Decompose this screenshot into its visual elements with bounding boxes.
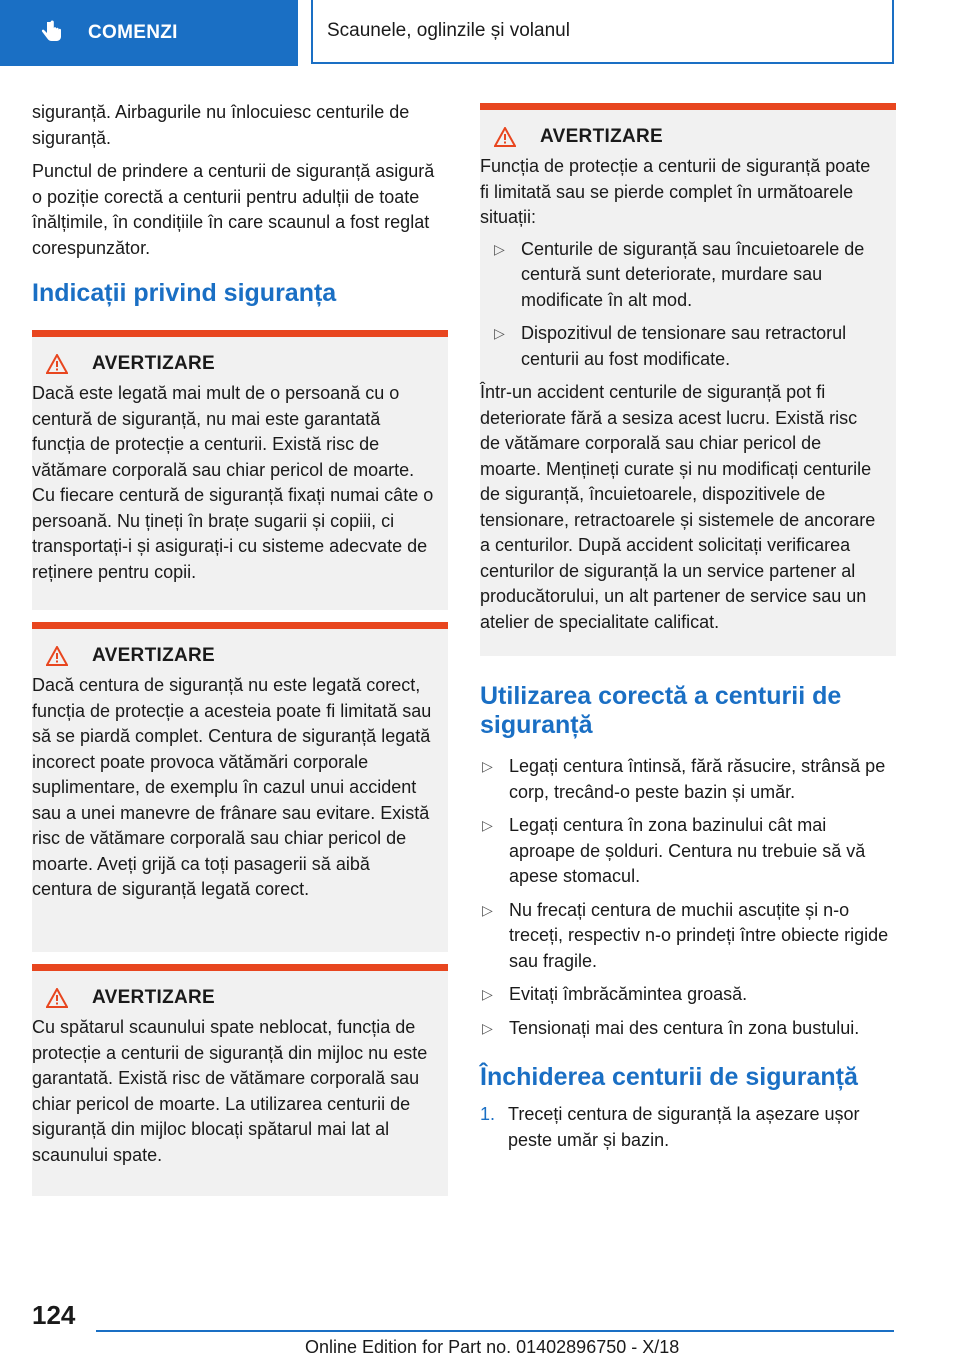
right-column [480, 103, 896, 1153]
step-text: Treceți centura de siguranță la așezare ușor peste umăr și bazin. [508, 1104, 860, 1150]
warning-box [32, 330, 448, 610]
footer-divider [96, 1330, 894, 1332]
footer-edition: Online Edition for Part no. 01402896750 - X/18 [305, 1337, 680, 1357]
paragraph: Punctul de prindere a centurii de siguranță asigură o poziție corectă a centurii pentru adulții de toate înălțimile, în condițiile în care scaunul a fost reglat corespunzător. [32, 161, 435, 258]
section-heading: Indicații privind siguranța [32, 279, 337, 307]
bullet-triangle-icon: ▷ [482, 986, 493, 1002]
list-item-text: Legați centura în zona bazinului cât mai aproape de șolduri. Centura nu trebuie să vă apese stomacul. [509, 815, 866, 886]
warning-title-row [494, 126, 882, 148]
warning-triangle-icon [46, 988, 68, 1008]
bullet-triangle-icon: ▷ [482, 901, 493, 918]
list-item [480, 813, 896, 890]
bullet-triangle-icon: ▷ [482, 817, 493, 833]
header-tab[interactable] [0, 0, 298, 66]
warning-title: AVERTIZARE [92, 353, 215, 374]
warning-text: Dacă centura de siguranță nu este legată corect, funcția de protecție a acesteia poate fi limitată sau să se piardă complet. Centura de siguranță legată incorect poate provoca vătămări corporale suplimentare, de exemplu în cazul unui accident sau a unei manevre de frânare sau evitare. Există risc de vătămare corporală sau chiar pericol de moarte. Aveți grijă ca toți pasagerii să aibă centura de siguranță legată corect. [32, 675, 432, 899]
warning-text: Dacă este legată mai mult de o persoană cu o centură de siguranță, nu mai este garantată funcția de protecție a centurii. Există risc de vătămare corporală sau chiar pericol de moarte. Cu fiecare centură de siguranță fixați numai câte o persoană. Nu țineți în brațe sugarii și copiii, ci transportați-i și asigurați-i cu sisteme adecvate de reținere pentru copii. [32, 383, 434, 582]
warning-box [32, 622, 448, 952]
list-item [480, 982, 896, 1008]
list-item-text: Legați centura întinsă, fără răsucire, strânsă pe corp, trecând-o peste bazin și umăr. [509, 756, 886, 802]
warning-title-row [46, 987, 434, 1009]
list-item [480, 1016, 896, 1042]
list-item-text: Dispozitivul de tensionare sau retractorul centurii au fost modificate. [521, 323, 847, 369]
warning-text: Cu spătarul scaunului spate neblocat, funcția de protecție a centurii de siguranță din mijloc nu este garantată. Există risc de vătămare corporală sau chiar pericol de moarte. La utilizarea centurii de siguranță din mijloc blocați spătarul mai lat al scaunului spate. [32, 1017, 428, 1165]
warning-triangle-icon [46, 646, 68, 666]
paragraph: siguranță. Airbagurile nu înlocuiesc centurile de siguranță. [32, 102, 410, 148]
page-number: 124 [32, 1300, 76, 1330]
warning-triangle-icon [46, 354, 68, 374]
list-item-text: Nu frecați centura de muchii ascuțite și n-o treceți, respectiv n-o prindeți între obiecte rigide sau fragile. [509, 899, 889, 971]
left-column [32, 100, 448, 1196]
warning-text: Funcția de protecție a centurii de siguranță poate fi limitată sau se pierde complet în următoarele situații: [480, 156, 871, 227]
warning-title-row [46, 353, 434, 375]
step-number: 1. [480, 1104, 496, 1124]
warning-title: AVERTIZARE [92, 987, 215, 1008]
bullet-triangle-icon: ▷ [482, 1019, 493, 1036]
list-item [480, 237, 882, 314]
bullet-triangle-icon: ▷ [482, 758, 493, 774]
bullet-triangle-icon: ▷ [494, 325, 505, 341]
warning-title-row [46, 645, 434, 667]
list-item [480, 898, 896, 975]
list-item-text: Centurile de siguranță sau încuietoarele de centură sunt deteriorate, murdare sau modificate în alt mod. [521, 238, 865, 310]
section-title: Scaunele, oglinzile și volanul [311, 0, 894, 64]
header-tab-label: COMENZI [88, 22, 178, 43]
section-heading: Închiderea centurii de siguranță [480, 1063, 858, 1091]
warning-title: AVERTIZARE [92, 645, 215, 666]
list-item-text: Evitați îmbrăcămintea groasă. [509, 984, 748, 1004]
warning-text: Într-un accident centurile de siguranță pot fi deteriorate fără a sesiza acest lucru. Există risc de vătămare corporală sau chiar pericol de moarte. Mențineți curate și nu modificați centurile de siguranță, încuietoarele, dispozitivele de tensionare, retractoarele și sistemele de ancorare a centurilor. După accident solicitați verificarea centurilor de siguranță la un service partener al producătorului, un alt partener de service sau un atelier de specialitate calificat. [480, 382, 876, 632]
warning-box [480, 103, 896, 656]
bullet-triangle-icon: ▷ [494, 240, 505, 257]
hand-pointer-icon [38, 20, 64, 46]
list-item [480, 321, 882, 372]
numbered-step [480, 1102, 896, 1153]
warning-title: AVERTIZARE [540, 126, 663, 147]
list-item-text: Tensionați mai des centura în zona bustului. [509, 1017, 860, 1038]
warning-triangle-icon [494, 127, 516, 147]
section-heading: Utilizarea corectă a centurii de siguranță [480, 682, 842, 739]
warning-box [32, 964, 448, 1196]
list-item [480, 754, 896, 805]
